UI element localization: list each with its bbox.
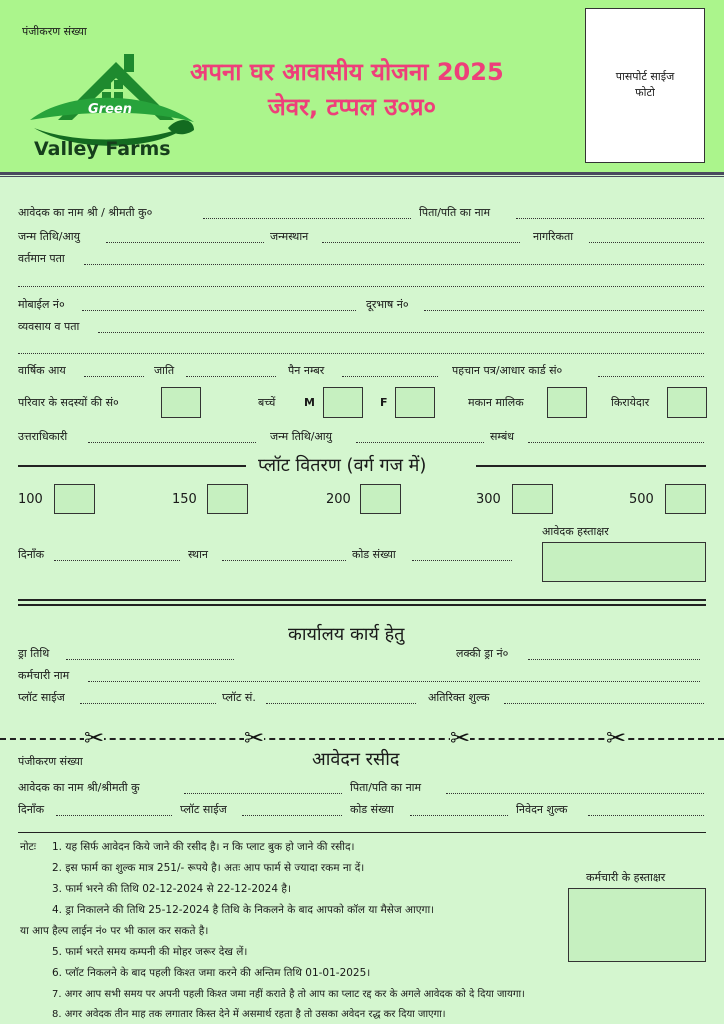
place-label: स्थान (188, 548, 209, 561)
note-item: या आप हैल्प लाईन नं० पर भी काल कर सकते है। (20, 925, 209, 937)
heir-label: उत्तराधिकारी (18, 430, 68, 443)
dob-age-field[interactable] (106, 242, 264, 243)
draw-date-field[interactable] (66, 659, 234, 660)
office-rule-1 (18, 599, 706, 601)
father-husband-label: पिता/पति का नाम (419, 206, 491, 219)
receipt-code-field[interactable] (410, 815, 508, 816)
header-divider-thin (0, 176, 724, 177)
logo-word-green: Green (88, 102, 132, 117)
note-item: 8. अगर अवेदक तीन माह तक लगातार किस्त देने में असमार्थ रहता है तो उसका अवेदन रद्ध कर दिया जाएगा। (52, 1009, 446, 1020)
annual-income-field[interactable] (84, 376, 144, 377)
plot-date-label: दिनाँक (18, 548, 45, 561)
father-husband-field[interactable] (516, 218, 704, 219)
extra-fee-label: अतिरिक्त शुल्क (428, 691, 490, 704)
occupation-field[interactable] (98, 332, 704, 333)
scheme-title: अपना घर आवासीय योजना 2025 (190, 58, 504, 86)
heir-field[interactable] (88, 442, 256, 443)
lucky-draw-field[interactable] (528, 659, 700, 660)
id-aadhar-label: पहचान पत्र/आधार कार्ड सं० (452, 364, 563, 377)
annual-income-label: वार्षिक आय (18, 364, 66, 377)
mobile-field[interactable] (82, 310, 356, 311)
receipt-applicant-label: आवेदक का नाम श्री/श्रीमती कु (18, 781, 140, 794)
plot-size-500-label: 500 (629, 492, 654, 507)
family-members-box[interactable] (161, 387, 201, 418)
receipt-plot-size-label: प्लॉट साईज (180, 803, 227, 816)
plot-size-150-label: 150 (172, 492, 197, 507)
heir-dob-label: जन्म तिथि/आयु (270, 430, 333, 443)
plot-size-100-box[interactable] (54, 484, 95, 514)
occupation-field-2[interactable] (18, 353, 704, 354)
receipt-father-field[interactable] (446, 793, 704, 794)
note-item: 5. फार्म भरते समय कम्पनी की मोहर जरूर देख लें। (52, 946, 248, 958)
receipt-date-field[interactable] (56, 815, 172, 816)
caste-label: जाति (154, 364, 175, 377)
applicant-sign-label: आवेदक हस्ताक्षर (542, 525, 609, 538)
nationality-field[interactable] (589, 242, 704, 243)
current-address-label: वर्तमान पता (18, 252, 65, 265)
code-number-field[interactable] (412, 560, 512, 561)
office-plot-size-label: प्लॉट साईज (18, 691, 65, 704)
dob-age-label: जन्म तिथि/आयु (18, 230, 81, 243)
plot-size-200-label: 200 (326, 492, 351, 507)
notes-rule (18, 832, 706, 833)
plot-size-200-box[interactable] (360, 484, 401, 514)
scissors-icon: ✂ (606, 724, 627, 752)
mobile-label: मोबाईल नं० (18, 298, 65, 311)
draw-date-label: ड्रा तिथि (18, 647, 50, 660)
green-valley-farms-logo (28, 50, 198, 168)
plot-size-500-box[interactable] (665, 484, 706, 514)
plot-rule-right (476, 465, 706, 467)
logo-word-valley-farms: Valley Farms (34, 138, 171, 160)
office-rule-2 (18, 604, 706, 606)
tenant-label: किरायेदार (611, 396, 650, 409)
applicant-name-field[interactable] (203, 218, 411, 219)
heir-dob-field[interactable] (356, 442, 484, 443)
plot-number-field[interactable] (266, 703, 416, 704)
owner-box[interactable] (547, 387, 587, 418)
id-aadhar-field[interactable] (598, 376, 704, 377)
photo-label-line1: पासपोर्ट साईज (615, 70, 675, 83)
lucky-draw-label: लक्की ड्रा नं० (456, 647, 509, 660)
note-item: 3. फार्म भरने की तिथि 02-12-2024 से 22-12-2024 है। (52, 883, 291, 895)
plot-size-300-label: 300 (476, 492, 501, 507)
nationality-label: नागरिकता (533, 230, 574, 243)
current-address-field[interactable] (84, 264, 704, 265)
scissors-icon: ✂ (244, 724, 265, 752)
extra-fee-field[interactable] (504, 703, 704, 704)
receipt-fee-field[interactable] (588, 815, 704, 816)
female-children-box[interactable] (395, 387, 435, 418)
office-section-title: कार्यालय कार्य हेतु (288, 624, 405, 645)
pan-label: पैन नम्बर (288, 364, 325, 377)
receipt-date-label: दिनाँक (18, 803, 45, 816)
occupation-label: व्यवसाय व पता (18, 320, 80, 333)
plot-size-150-box[interactable] (207, 484, 248, 514)
note-item: 1. यह सिर्फ आवेदन किये जाने की रसीद है। न कि प्लाट बुक हो जाने की रसीद। (52, 841, 355, 853)
male-label: M (304, 396, 315, 409)
employee-sign-box[interactable] (568, 888, 706, 962)
plot-size-100-label: 100 (18, 492, 43, 507)
header-divider (0, 172, 724, 175)
plot-number-label: प्लॉट सं. (222, 691, 256, 704)
receipt-father-label: पिता/पति का नाम (350, 781, 422, 794)
note-item: 4. ड्रा निकालने की तिथि 25-12-2024 है तिथि के निकलने के बाद आपको कॉल या मैसेज आएगा। (52, 904, 435, 916)
plot-section-title: प्लॉट वितरण (वर्ग गज में) (258, 455, 427, 476)
registration-number-label: पंजीकरण संख्या (22, 25, 87, 38)
owner-label: मकान मालिक (468, 396, 524, 409)
plot-rule-left (18, 465, 246, 467)
receipt-applicant-field[interactable] (184, 793, 342, 794)
pan-field[interactable] (342, 376, 438, 377)
code-number-label: कोड संख्या (352, 548, 396, 561)
note-item: 2. इस फार्म का शुल्क मात्र 251/- रूपये है। अतः आप फार्म से ज्यादा रकम ना दें। (52, 862, 365, 874)
relation-label: सम्बंध (490, 430, 515, 443)
scheme-location: जेवर, टप्पल उ०प्र० (268, 93, 436, 121)
family-members-label: परिवार के सदस्यों की सं० (18, 396, 119, 409)
note-item: 6. प्लॉट निकलने के बाद पहली किश्त जमा करने की अन्तिम तिथि 01-01-2025। (52, 967, 371, 979)
phone-field[interactable] (424, 310, 704, 311)
office-plot-size-field[interactable] (80, 703, 216, 704)
receipt-fee-label: निवेदन शुल्क (516, 803, 568, 816)
male-children-box[interactable] (323, 387, 363, 418)
employee-name-field[interactable] (88, 681, 700, 682)
receipt-code-label: कोड संख्या (350, 803, 394, 816)
employee-sign-label: कर्मचारी के हस्ताक्षर (586, 871, 666, 884)
applicant-sign-box[interactable] (542, 542, 706, 582)
birthplace-label: जन्मस्थान (270, 230, 309, 243)
passport-photo-box[interactable] (585, 8, 705, 163)
caste-field[interactable] (186, 376, 276, 377)
applicant-name-label: आवेदक का नाम श्री / श्रीमती कु० (18, 206, 153, 219)
plot-date-field[interactable] (54, 560, 180, 561)
notes-label: नोटः (20, 841, 36, 853)
receipt-section-title: आवेदन रसीद (308, 747, 403, 771)
scissors-icon: ✂ (450, 724, 471, 752)
note-item: 7. अगर आप सभी समय पर अपनी पहली किश्त जमा नहीं कराते है तो आप का प्लाट रद्द कर के अगले आवेदक को दे दिया जायगा। (52, 989, 525, 1000)
children-label: बच्चें (258, 396, 276, 409)
female-label: F (380, 396, 388, 409)
receipt-plot-size-field[interactable] (242, 815, 342, 816)
scissors-icon: ✂ (84, 724, 105, 752)
place-field[interactable] (222, 560, 346, 561)
employee-name-label: कर्मचारी नाम (18, 669, 70, 682)
receipt-reg-no-label: पंजीकरण संख्या (18, 755, 83, 768)
photo-label-line2: फोटो (635, 86, 655, 99)
phone-label: दूरभाष नं० (366, 298, 409, 311)
tenant-box[interactable] (667, 387, 707, 418)
birthplace-field[interactable] (322, 242, 520, 243)
plot-size-300-box[interactable] (512, 484, 553, 514)
relation-field[interactable] (528, 442, 704, 443)
current-address-field-2[interactable] (18, 286, 704, 287)
